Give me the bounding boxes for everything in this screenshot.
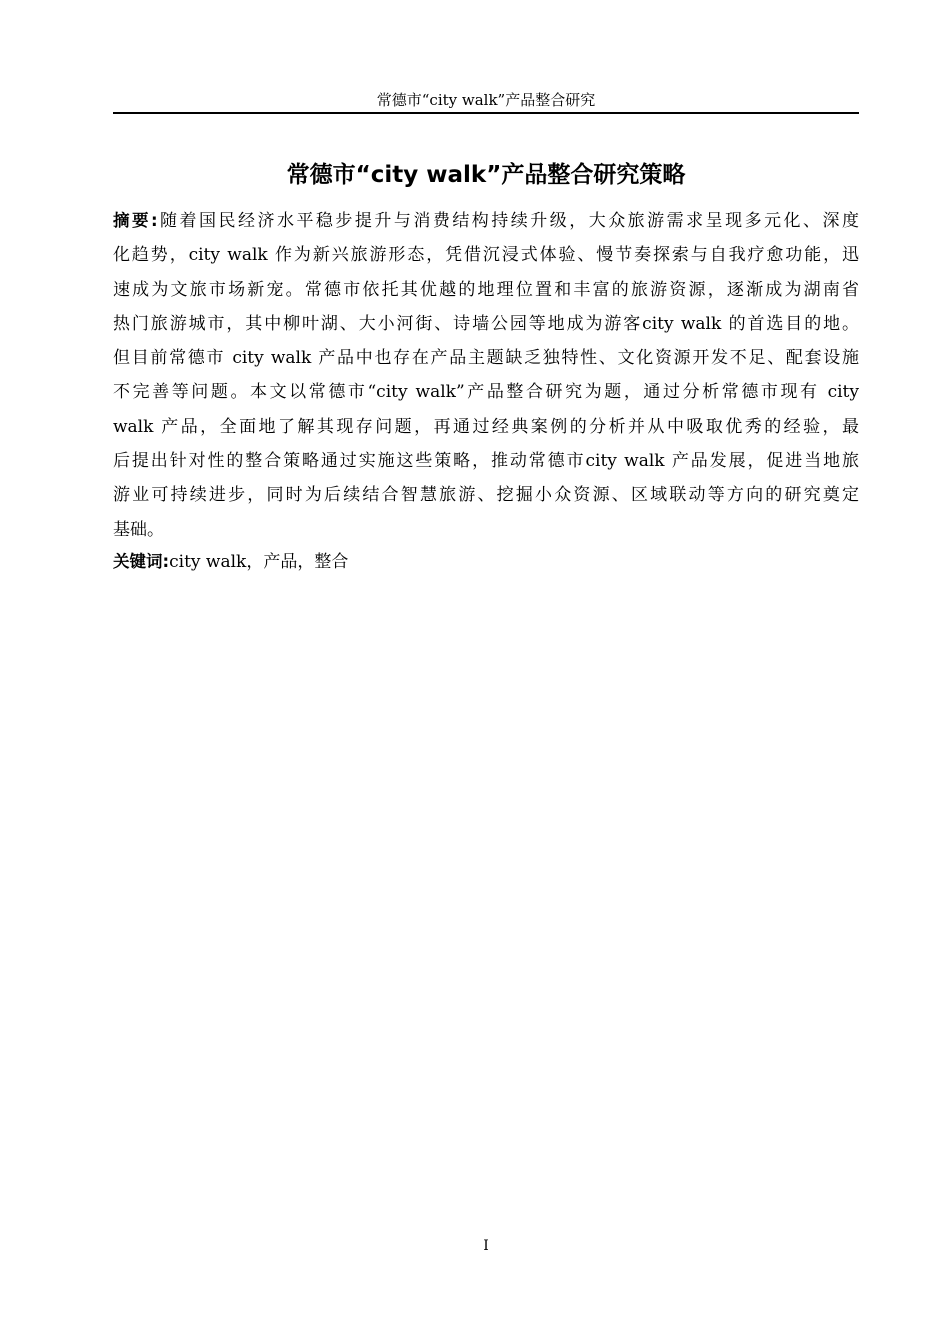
abstract-line: 但目前常德市 city walk 产品中也存在产品主题缺乏独特性、文化资源开发不足、配套设施 bbox=[113, 348, 859, 369]
abstract-line: 速成为文旅市场新宠。常德市依托其优越的地理位置和丰富的旅游资源，逐渐成为湖南省 bbox=[113, 279, 859, 300]
abstract-line: walk 产品，全面地了解其现存问题，再通过经典案例的分析并从中吸取优秀的经验，最 bbox=[113, 416, 859, 437]
abstract-line: 基础。 bbox=[113, 519, 164, 540]
abstract-paragraph bbox=[113, 204, 859, 547]
abstract-line: 化趋势，city walk 作为新兴旅游形态，凭借沉浸式体验、慢节奏探索与自我疗愈功能，迅 bbox=[113, 245, 859, 266]
abstract-line-text: 随着国民经济水平稳步提升与消费结构持续升级，大众旅游需求呈现多元化、深度 bbox=[157, 211, 859, 231]
abstract-line: 不完善等问题。本文以常德市“city walk”产品整合研究为题，通过分析常德市现有 city bbox=[113, 382, 859, 403]
header-rule bbox=[113, 112, 859, 114]
keywords-line bbox=[113, 545, 859, 579]
abstract-line bbox=[113, 204, 859, 238]
abstract-label: 摘要: bbox=[113, 211, 158, 230]
running-header: 常德市“city walk”产品整合研究 bbox=[376, 91, 596, 109]
document-title: 常德市“city walk”产品整合研究策略 bbox=[286, 162, 686, 188]
abstract-line: 游业可持续进步，同时为后续结合智慧旅游、挖掘小众资源、区域联动等方向的研究奠定 bbox=[113, 485, 859, 506]
keywords-label: 关键词: bbox=[113, 552, 170, 571]
keywords-text: city walk，产品，整合 bbox=[169, 552, 349, 572]
abstract-line: 后提出针对性的整合策略通过实施这些策略，推动常德市city walk 产品发展，促进当地旅 bbox=[113, 451, 859, 472]
page-number: I bbox=[483, 1238, 489, 1254]
abstract-line: 热门旅游城市，其中柳叶湖、大小河街、诗墙公园等地成为游客city walk 的首选目的地。 bbox=[113, 313, 859, 334]
